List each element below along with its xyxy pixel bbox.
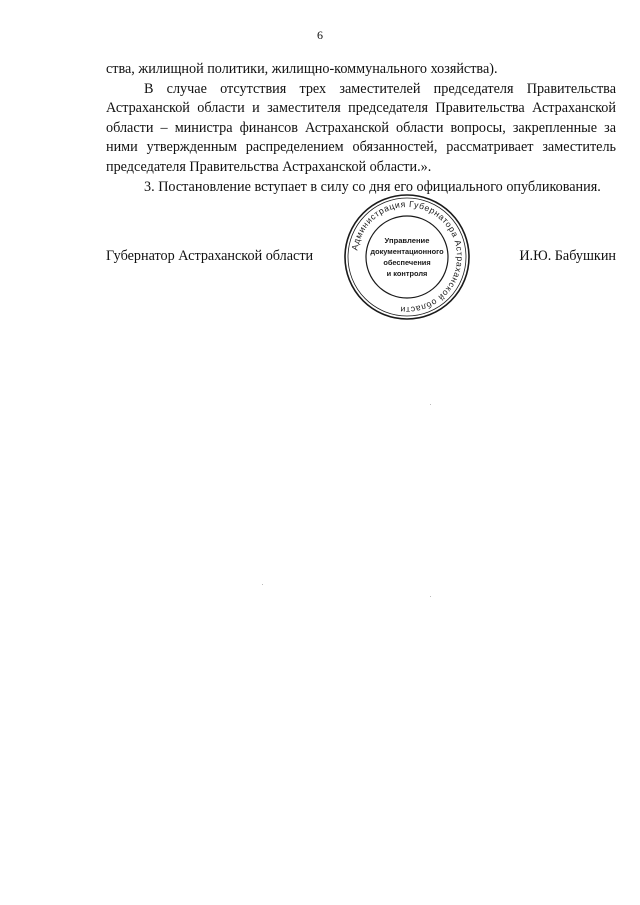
- seal-outer-text: Администрация Губернатора Астраханской области: [349, 198, 466, 316]
- document-body: [106, 60, 616, 197]
- official-seal-stamp: [343, 193, 471, 321]
- scan-speck: [430, 404, 431, 405]
- scan-speck: [262, 584, 263, 585]
- paragraph-effective-date: 3. Постановление вступает в силу со дня его официального опубликования.: [144, 178, 601, 195]
- signatory-name: И.Ю. Бабушкин: [519, 248, 616, 264]
- signatory-title: Губернатор Астраханской области: [106, 248, 314, 264]
- scan-speck: [430, 596, 431, 597]
- seal-graphic: [343, 193, 471, 321]
- paragraph-continuation: ства, жилищной политики, жилищно-коммунального хозяйства).: [106, 61, 498, 77]
- page-number: 6: [317, 28, 323, 42]
- seal-inner-line-2: документационного: [370, 247, 444, 256]
- paragraph-absence-rule: В случае отсутствия трех заместителей председателя Правительства Астраханской области и заместителя председателя Правительства Астраханской области – министра финансов Астраханской области вопросы, закрепленные за ними утвержденным распределением обязанностей, рассматривает заместитель председателя Правительства Астраханской области.».: [106, 80, 616, 175]
- seal-inner-line-3: обеспечения: [383, 258, 431, 267]
- seal-inner-line-4: и контроля: [386, 269, 428, 278]
- seal-inner-line-1: Управление: [384, 236, 430, 245]
